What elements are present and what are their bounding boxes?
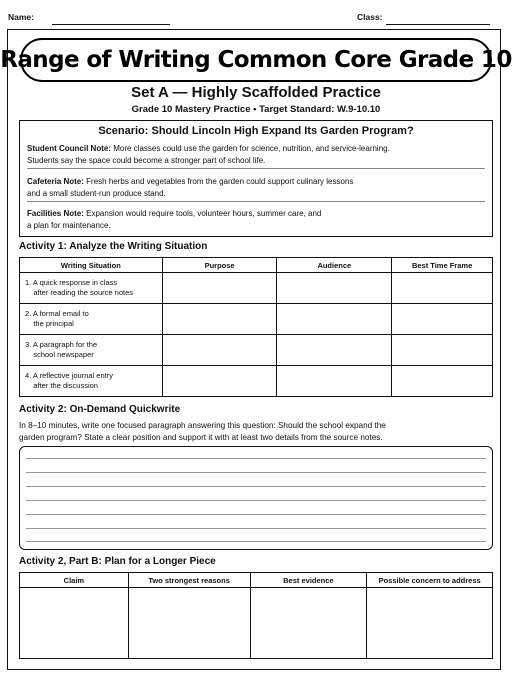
evidence-cell[interactable]: [250, 588, 367, 659]
table-header-row: [20, 258, 493, 273]
situation-text: 3. A paragraph for the: [25, 340, 98, 349]
note-text: Students say the space could become a stronger part of school life.: [27, 155, 266, 165]
situation-cell: [20, 304, 163, 335]
facilities-note: [27, 208, 467, 231]
audience-cell[interactable]: [277, 335, 392, 366]
instructions-line: garden program? State a clear position and support it with at least two details from the source notes.: [19, 432, 383, 442]
column-header: Audience: [277, 258, 392, 273]
writing-line[interactable]: [26, 528, 486, 529]
activity2-heading: Activity 2: On-Demand Quickwrite: [19, 404, 181, 415]
student-council-note: [27, 143, 467, 166]
column-header: Best evidence: [250, 573, 367, 588]
audience-cell[interactable]: [277, 273, 392, 304]
purpose-cell[interactable]: [162, 366, 277, 397]
table-row: [20, 335, 493, 366]
column-header: Possible concern to address: [367, 573, 493, 588]
quickwrite-instructions: [19, 420, 493, 443]
writing-situation-table: [19, 257, 493, 397]
activity1-heading: Activity 1: Analyze the Writing Situation: [19, 241, 208, 252]
note-text: a plan for maintenance.: [27, 220, 111, 230]
writing-line[interactable]: [26, 486, 486, 487]
note-label: Cafeteria Note:: [27, 177, 84, 186]
name-field[interactable]: [52, 24, 170, 25]
activity2b-heading: Activity 2, Part B: Plan for a Longer Piece: [19, 556, 216, 567]
column-header: Writing Situation: [20, 258, 163, 273]
name-label: Name:: [8, 12, 34, 22]
note-label: Facilities Note:: [27, 209, 84, 218]
situation-text: 2. A formal email to: [25, 309, 89, 318]
note-divider: [27, 201, 485, 202]
writing-line[interactable]: [26, 500, 486, 501]
table-row: [20, 304, 493, 335]
set-title: Set A — Highly Scaffolded Practice: [131, 84, 381, 101]
writing-line[interactable]: [26, 514, 486, 515]
situation-text: after the discussion: [33, 381, 98, 390]
claim-cell[interactable]: [20, 588, 129, 659]
writing-line[interactable]: [26, 541, 486, 542]
scenario-title: Scenario: Should Lincoln High Expand Its Garden Program?: [98, 125, 414, 137]
audience-cell[interactable]: [277, 366, 392, 397]
table-row: [20, 273, 493, 304]
situation-text: after reading the source notes: [33, 288, 133, 297]
time-frame-cell[interactable]: [392, 273, 493, 304]
table-row: [20, 588, 493, 659]
purpose-cell[interactable]: [162, 335, 277, 366]
reasons-cell[interactable]: [128, 588, 250, 659]
scenario-box: [19, 120, 493, 237]
banner-title: Range of Writing Common Core Grade 10: [0, 47, 512, 73]
purpose-cell[interactable]: [162, 273, 277, 304]
time-frame-cell[interactable]: [392, 304, 493, 335]
table-header-row: [20, 573, 493, 588]
situation-cell: [20, 335, 163, 366]
column-header: Purpose: [162, 258, 277, 273]
concern-cell[interactable]: [367, 588, 493, 659]
purpose-cell[interactable]: [162, 304, 277, 335]
cafeteria-note: [27, 176, 467, 199]
note-label: Student Council Note:: [27, 144, 111, 153]
note-text: Fresh herbs and vegetables from the garden could support culinary lessons: [86, 177, 354, 186]
situation-cell: [20, 366, 163, 397]
situation-text: 1. A quick response in class: [25, 278, 118, 287]
column-header: Two strongest reasons: [128, 573, 250, 588]
time-frame-cell[interactable]: [392, 366, 493, 397]
situation-text: school newspaper: [33, 350, 94, 359]
quickwrite-writing-box[interactable]: [19, 446, 493, 550]
note-divider: [27, 168, 485, 169]
situation-text: the principal: [33, 319, 74, 328]
situation-text: 4. A reflective journal entry: [25, 371, 113, 380]
writing-line[interactable]: [26, 472, 486, 473]
note-text: Expansion would require tools, volunteer hours, summer care, and: [86, 209, 322, 218]
note-text: More classes could use the garden for science, nutrition, and service-learning.: [113, 144, 390, 153]
planning-table: [19, 572, 493, 659]
writing-line[interactable]: [26, 458, 486, 459]
situation-cell: [20, 273, 163, 304]
time-frame-cell[interactable]: [392, 335, 493, 366]
instructions-line: In 8–10 minutes, write one focused paragraph answering this question: Should the school expand the: [19, 421, 386, 430]
set-subtitle: Grade 10 Mastery Practice • Target Standard: W.9-10.10: [131, 104, 381, 115]
class-field[interactable]: [386, 24, 490, 25]
title-banner: [0, 38, 512, 82]
column-header: Claim: [20, 573, 129, 588]
audience-cell[interactable]: [277, 304, 392, 335]
column-header: Best Time Frame: [392, 258, 493, 273]
class-label: Class:: [357, 12, 383, 22]
table-row: [20, 366, 493, 397]
note-text: and a small student-run produce stand.: [27, 188, 166, 198]
